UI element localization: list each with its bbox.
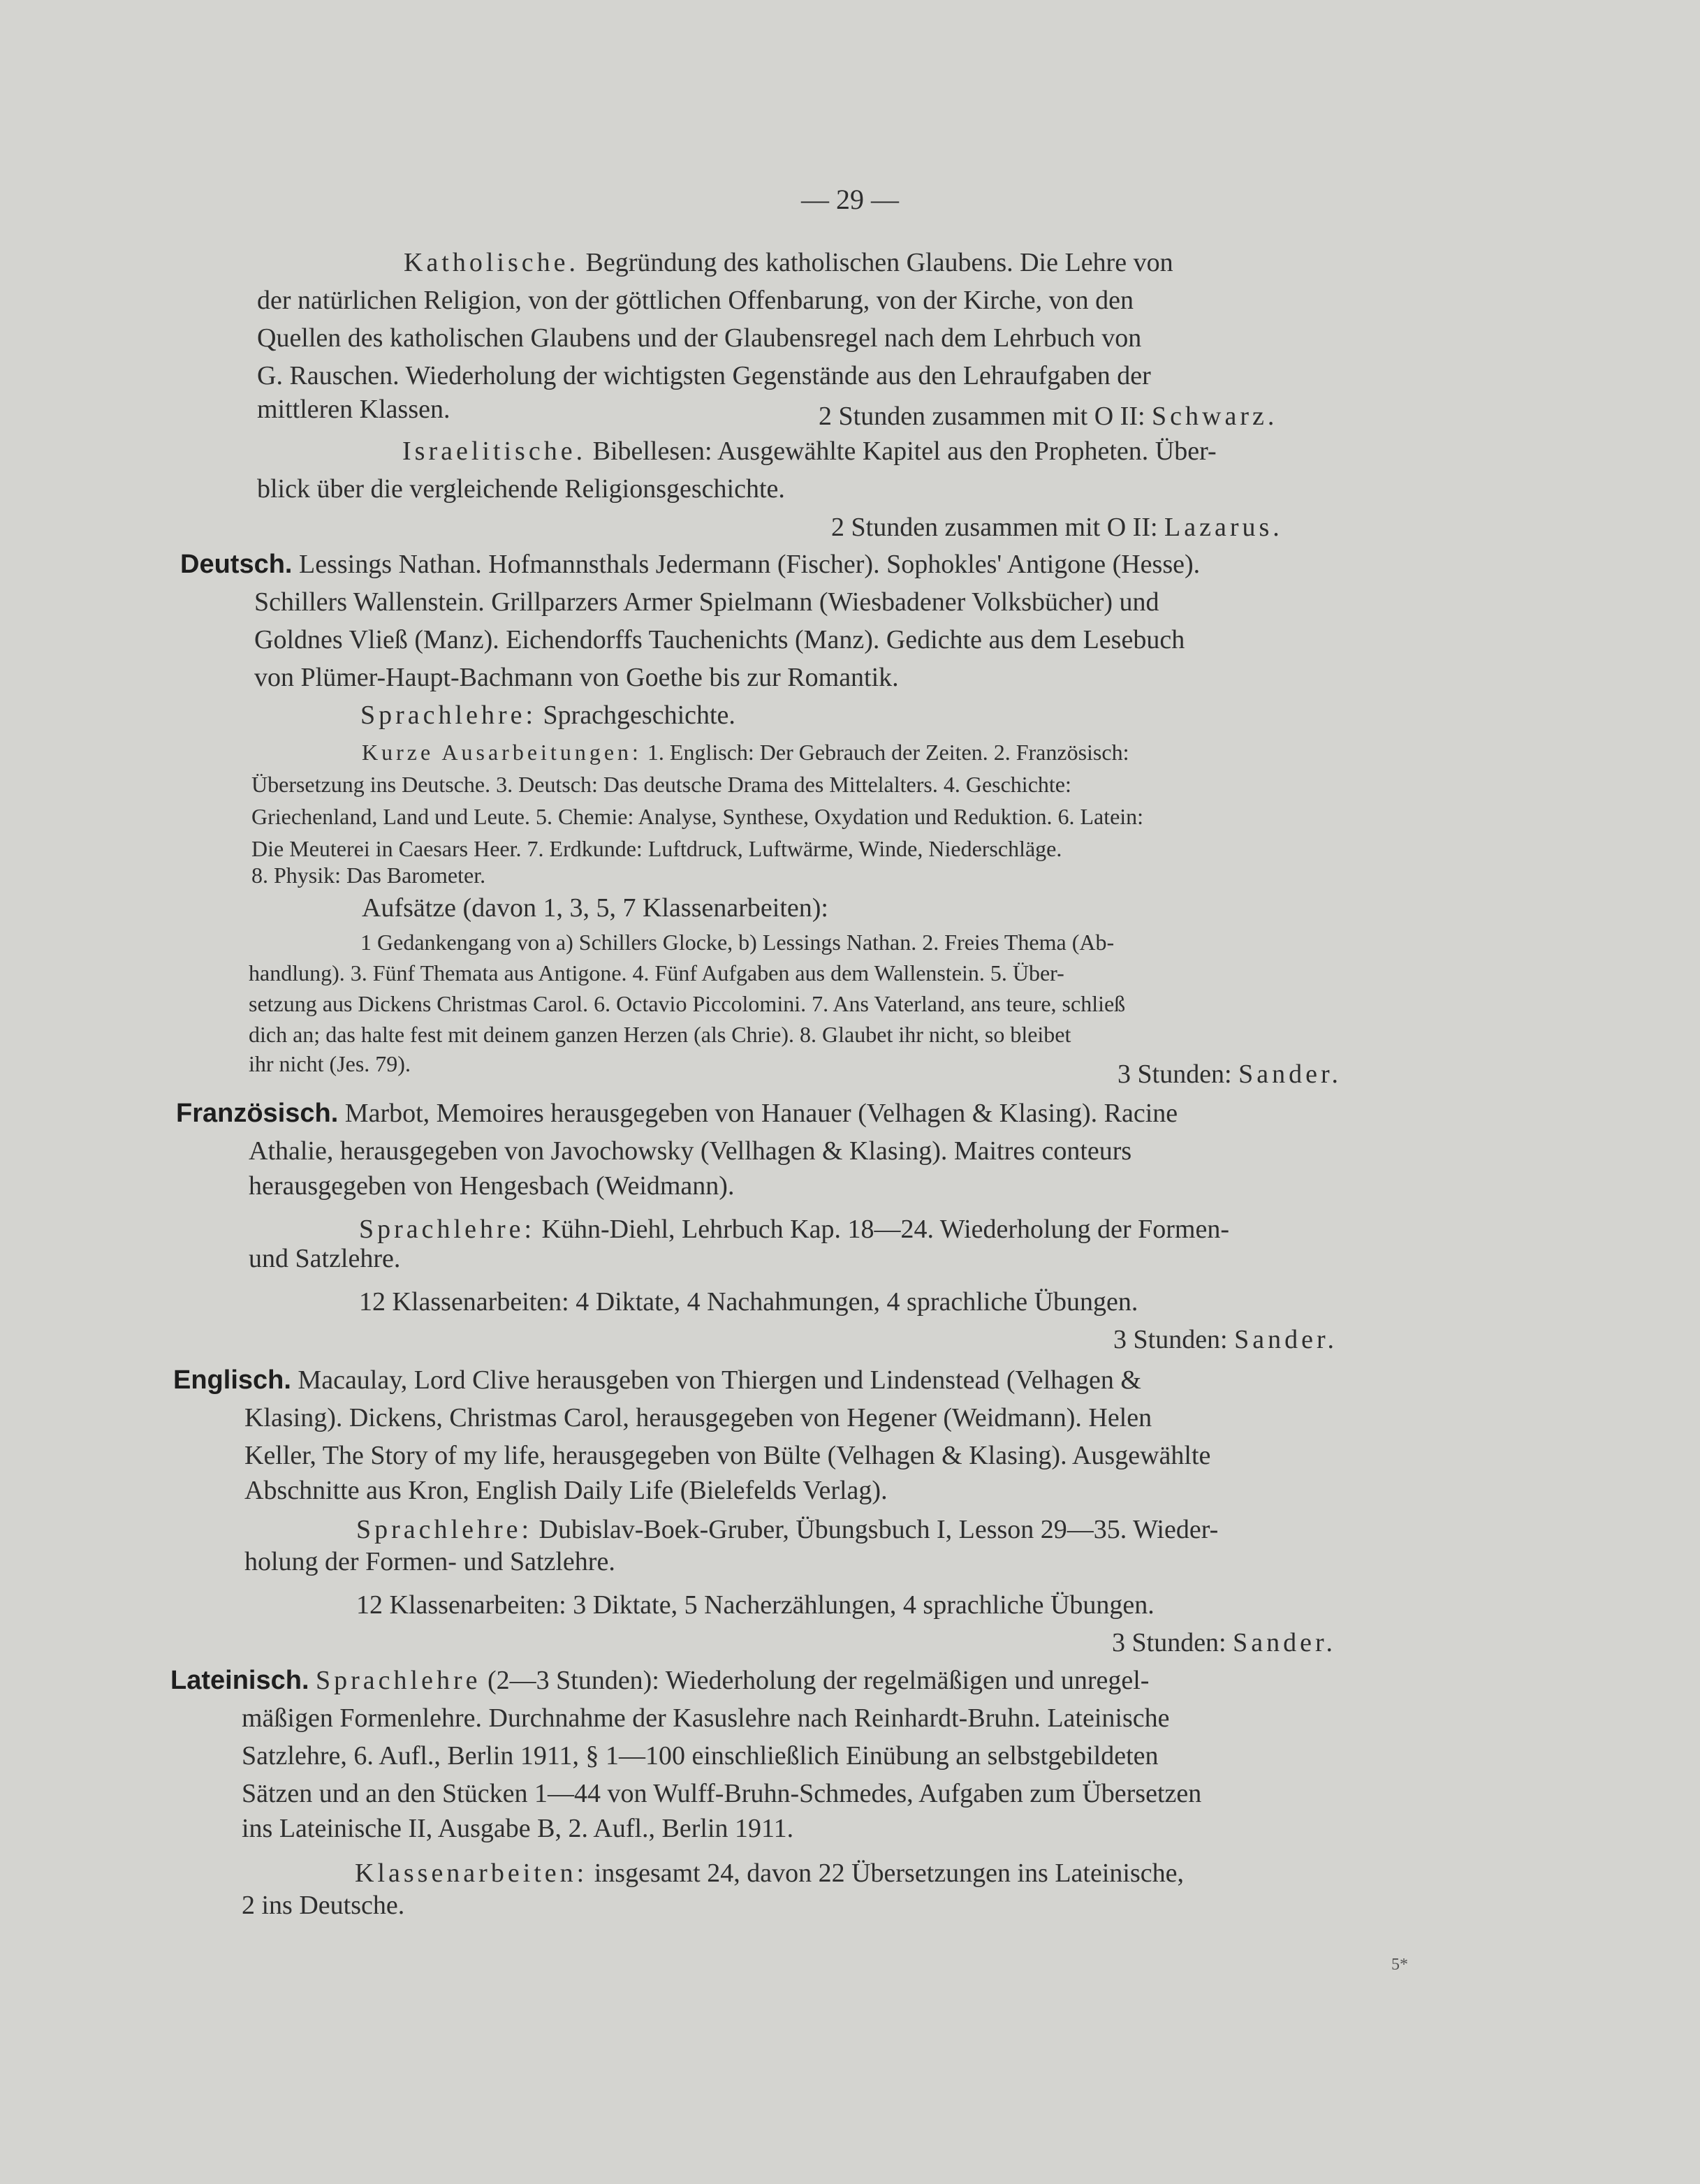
text-line: insgesamt 24, davon 22 Übersetzungen ins Lateinische, bbox=[594, 1859, 1184, 1888]
teacher-name: Lazarus. bbox=[1164, 513, 1283, 542]
aufsaetze-heading: Aufsätze (davon 1, 3, 5, 7 Klassenarbeiten): bbox=[362, 893, 828, 923]
klassenarbeiten-label: Klassenarbeiten: bbox=[355, 1859, 588, 1888]
text-line: und Satzlehre. bbox=[249, 1244, 401, 1273]
text-line: Marbot, Memoires herausgegeben von Hanauer (Velhagen & Klasing). Racine bbox=[344, 1099, 1178, 1128]
text-line: 8. Physik: Das Barometer. bbox=[251, 863, 486, 888]
text-line: handlung). 3. Fünf Themata aus Antigone. 4. Fünf Aufgaben aus dem Wallenstein. 5. Über- bbox=[249, 960, 1064, 985]
text-line: ins Lateinische II, Ausgabe B, 2. Aufl., Berlin 1911. bbox=[242, 1814, 794, 1843]
text-line: Athalie, herausgegeben von Javochowsky (Vellhagen & Klasing). Maitres conteurs bbox=[249, 1136, 1132, 1166]
text-line: setzung aus Dickens Christmas Carol. 6. Octavio Piccolomini. 7. Ans Vaterland, ans teure, schließ bbox=[249, 991, 1126, 1016]
text-line: Sprachgeschichte. bbox=[543, 701, 735, 730]
subject-heading-englisch: Englisch. bbox=[173, 1365, 291, 1395]
text-line: G. Rauschen. Wiederholung der wichtigsten Gegenstände aus den Lehraufgaben der bbox=[257, 361, 1151, 390]
text-line: Quellen des katholischen Glaubens und der Glaubensregel nach dem Lehrbuch von bbox=[257, 323, 1142, 353]
text-line: 1. Englisch: Der Gebrauch der Zeiten. 2. Französisch: bbox=[647, 740, 1129, 765]
hours-line bbox=[1112, 1627, 1336, 1658]
footer-mark: 5* bbox=[1391, 1956, 1408, 1974]
text-line: Die Meuterei in Caesars Heer. 7. Erdkunde: Luftdruck, Luftwärme, Winde, Niederschläge. bbox=[251, 836, 1062, 861]
text-line: mittleren Klassen. bbox=[257, 395, 450, 424]
israelitisch-label: Israelitische. bbox=[402, 437, 587, 466]
kurze-label: Kurze Ausarbeitungen: bbox=[362, 740, 642, 765]
hours-text: 2 Stunden zusammen mit O II: bbox=[831, 513, 1158, 542]
hours-line bbox=[1118, 1059, 1342, 1090]
text-line: Lessings Nathan. Hofmannsthals Jedermann (Fischer). Sophokles' Antigone (Hesse). bbox=[298, 550, 1201, 579]
text-line: von Plümer-Haupt-Bachmann von Goethe bis zur Romantik. bbox=[254, 663, 899, 692]
text-line: 1 Gedankengang von a) Schillers Glocke, b) Lessings Nathan. 2. Freies Thema (Ab- bbox=[360, 930, 1115, 955]
text-line: Keller, The Story of my life, herausgegeben von Bülte (Velhagen & Klasing). Ausgewählte bbox=[244, 1441, 1211, 1470]
text-line: Klasing). Dickens, Christmas Carol, herausgegeben von Hegener (Weidmann). Helen bbox=[244, 1403, 1152, 1432]
subject-heading-deutsch: Deutsch. bbox=[180, 550, 293, 579]
klassenarbeiten-line: 12 Klassenarbeiten: 3 Diktate, 5 Nacherzählungen, 4 sprachliche Übungen. bbox=[356, 1590, 1155, 1620]
page-number: — 29 — bbox=[801, 184, 899, 215]
teacher-name: Schwarz. bbox=[1152, 402, 1278, 431]
katholisch-text: Begründung des katholischen Glaubens. Die Lehre von bbox=[585, 248, 1173, 277]
text-line: Satzlehre, 6. Aufl., Berlin 1911, § 1—100 einschließlich Einübung an selbstgebildeten bbox=[242, 1741, 1159, 1771]
subject-heading-franzoesisch: Französisch. bbox=[176, 1099, 339, 1128]
sprachlehre-label: Sprachlehre: bbox=[360, 701, 537, 730]
teacher-name: Sander. bbox=[1238, 1060, 1342, 1089]
text-line: Schillers Wallenstein. Grillparzers Armer Spielmann (Wiesbadener Volksbücher) und bbox=[254, 587, 1159, 617]
text-line: Abschnitte aus Kron, English Daily Life (Bielefelds Verlag). bbox=[244, 1476, 888, 1505]
text-line: blick über die vergleichende Religionsgeschichte. bbox=[257, 474, 785, 504]
text-line: mäßigen Formenlehre. Durchnahme der Kasuslehre nach Reinhardt-Bruhn. Lateinische bbox=[242, 1703, 1170, 1733]
hours-text: 3 Stunden: bbox=[1113, 1325, 1228, 1354]
israelitisch-text: Bibellesen: Ausgewählte Kapitel aus den Propheten. Über- bbox=[592, 437, 1217, 466]
klassenarbeiten-line: 12 Klassenarbeiten: 4 Diktate, 4 Nachahmungen, 4 sprachliche Übungen. bbox=[359, 1287, 1138, 1317]
sprachlehre-label: Sprachlehre: bbox=[359, 1215, 536, 1244]
text-line: Kühn-Diehl, Lehrbuch Kap. 18—24. Wiederholung der Formen- bbox=[541, 1215, 1230, 1244]
subject-heading-latein: Lateinisch. bbox=[170, 1666, 309, 1695]
text-line: Goldnes Vließ (Manz). Eichendorffs Tauchenichts (Manz). Gedichte aus dem Lesebuch bbox=[254, 625, 1185, 654]
text-line: Macaulay, Lord Clive herausgeben von Thiergen und Lindenstead (Velhagen & bbox=[298, 1365, 1141, 1395]
hours-text: 3 Stunden: bbox=[1112, 1628, 1226, 1657]
sprachlehre-label: Sprachlehre bbox=[316, 1666, 481, 1695]
hours-line bbox=[1113, 1324, 1338, 1355]
hours-text: 2 Stunden zusammen mit O II: bbox=[819, 402, 1145, 431]
text-line: (2—3 Stunden): Wiederholung der regelmäßigen und unregel- bbox=[487, 1666, 1150, 1695]
text-line: herausgegeben von Hengesbach (Weidmann). bbox=[249, 1171, 735, 1201]
text-line: dich an; das halte fest mit deinem ganzen Herzen (als Chrie). 8. Glaubet ihr nicht, so bleibet bbox=[249, 1022, 1071, 1047]
katholisch-label: Katholische. bbox=[404, 248, 580, 277]
teacher-name: Sander. bbox=[1234, 1325, 1338, 1354]
text-line: Sätzen und an den Stücken 1—44 von Wulff-Bruhn-Schmedes, Aufgaben zum Übersetzen bbox=[242, 1779, 1202, 1808]
teacher-name: Sander. bbox=[1233, 1628, 1337, 1657]
hours-text: 3 Stunden: bbox=[1118, 1060, 1232, 1089]
sprachlehre-label: Sprachlehre: bbox=[356, 1515, 533, 1544]
text-line: ihr nicht (Jes. 79). bbox=[249, 1051, 411, 1076]
text-line: holung der Formen- und Satzlehre. bbox=[244, 1547, 615, 1576]
text-line: Dubislav-Boek-Gruber, Übungsbuch I, Lesson 29—35. Wieder- bbox=[538, 1515, 1219, 1544]
text-line: 2 ins Deutsche. bbox=[242, 1891, 405, 1920]
hours-line bbox=[831, 512, 1283, 543]
text-line: Griechenland, Land und Leute. 5. Chemie: Analyse, Synthese, Oxydation und Reduktion. 6. Latein: bbox=[251, 804, 1144, 829]
hours-line bbox=[819, 401, 1277, 432]
text-line: Übersetzung ins Deutsche. 3. Deutsch: Das deutsche Drama des Mittelalters. 4. Geschichte: bbox=[251, 772, 1071, 797]
text-line: der natürlichen Religion, von der göttlichen Offenbarung, von der Kirche, von den bbox=[257, 286, 1134, 315]
